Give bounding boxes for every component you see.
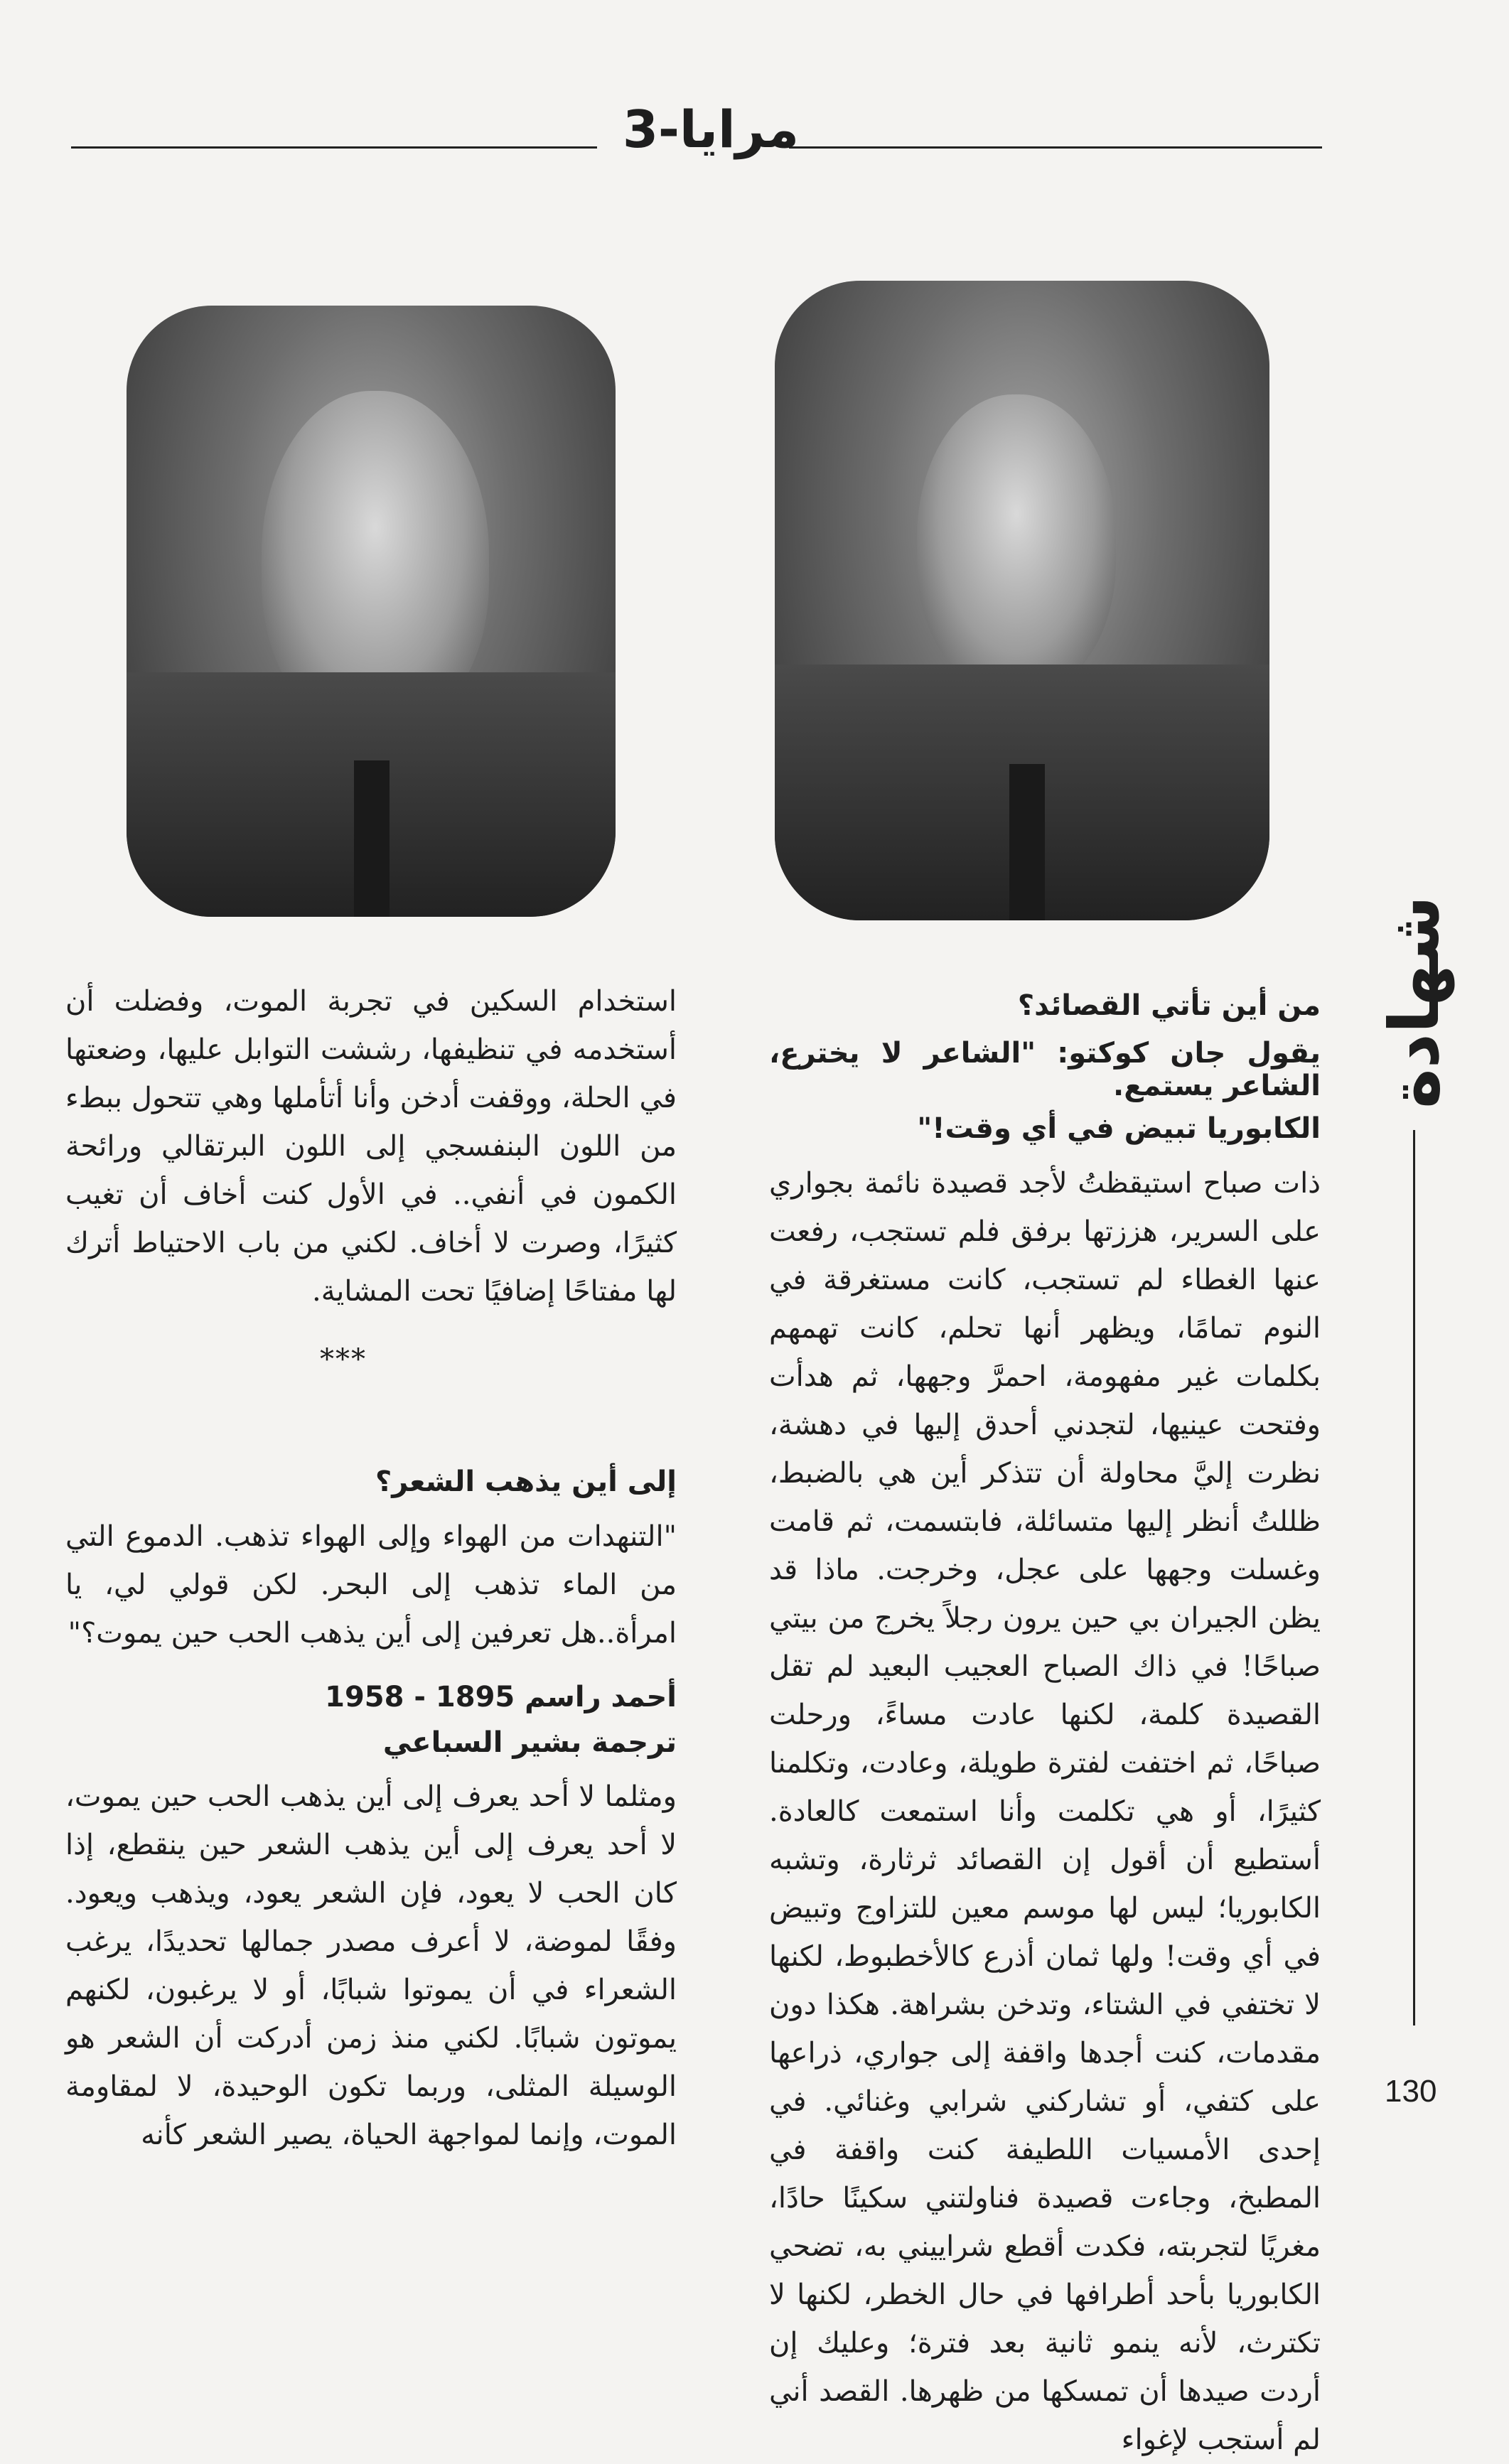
poem-translator: ترجمة بشير السباعي [382,1726,677,1759]
body-paragraph-1: ذات صباح استيقظتُ لأجد قصيدة نائمة بجواري على السرير، هززتها برفق فلم تستجب، رفعت عنها الغطاء لم تستجب، كانت مستغرقة في النوم تمامًا، ويظهر أنها تحلم، كانت تهمهم بكلمات غير مفهومة، احمرَّ وجهها، ثم هدأت وفتحت عينيها، لتجدني أحدق إليها في دهشة، نظرت إليَّ محاولة أن تتذكر أين هي بالضبط، ظللتُ أنظر إليها متسائلة، فابتسمت، ثم قامت وغسلت وجهها على عجل، وخرجت. ماذا قد يظن الجيران بي حين يرون رجلاً يخرج من بيتي صباحًا! في ذاك الصباح العجيب البعيد لم تقل القصيدة كلمة، لكنها عادت مساءً، ورحلت صباحًا، ثم اختفت لفترة طويلة، وعادت، وتكلمنا كثيرًا، أو هي تكلمت وأنا استمعت كالعادة. أستطيع أن أقول إن القصائد ثرثارة، وتشبه الكابوريا؛ ليس لها موسم معين للتزاوج وتبيض في أي وقت! ولها ثمان أذرع كالأخطبوط، لكنها لا تختفي في الشتاء، وتدخن بشراهة. هكذا دون مقدمات، كنت أجدها واقفة إلى جواري، ذراعها على كتفي، أو تشاركني شرابي وغنائي. في إحدى الأمسيات اللطيفة كنت واقفة في المطبخ، وجاءت قصيدة فناولتني سكينًا حادًا، مغريًا لتجربته، فكدت أقطع شراييني به، تضحي الكابوريا بأحد أطرافها في حال الخطر، لكنها لا تكترث، لأنه ينمو ثانية بعد فترة؛ وعليك إن أردت صيدها أن تمسكها من ظهرها. القصد أني لم أستجب لإغواء [769,1167,1321,2456]
left-column-bottom [65,1457,677,2159]
section-separator: *** [320,1343,367,1376]
header-rule-left [71,146,597,149]
header-rule-right [789,146,1322,149]
page-number: 130 [1385,2074,1437,2109]
section-label: شهادة [1375,895,1454,1109]
left-column-top [65,977,677,1316]
portrait-photo-right [775,281,1269,920]
poem-quote: "التنهدات من الهواء وإلى الهواء تذهب. الدموع التي من الماء تذهب إلى البحر. لكن قولي لي، يا امرأة..هل تعرفين إلى أين يذهب الحب حين يموت؟" [65,1520,677,1650]
section-heading-1: من أين تأتي القصائد؟ [1017,989,1321,1022]
page-title: مرايا-3 [622,99,800,159]
body-paragraph-2: استخدام السكين في تجربة الموت، وفضلت أن أستخدمه في تنظيفها، رششت التوابل عليها، وضعتها في الحلة، ووقفت أدخن وأنا أتأملها وهي تتحول ببطء من اللون البنفسجي إلى اللون البرتقالي ورائحة الكمون في أنفي.. في الأول كنت أخاف أن تغيب كثيرًا، وصرت لا أخاف. لكني من باب الاحتياط أترك لها مفتاحًا إضافيًا تحت المشاية. [65,985,677,1308]
poem-author: أحمد راسم 1895 - 1958 [325,1681,677,1713]
body-paragraph-3: ومثلما لا أحد يعرف إلى أين يذهب الحب حين يموت، لا أحد يعرف إلى أين يذهب الشعر حين ينقطع، إذا كان الحب لا يعود، فإن الشعر يعود، ويذهب ويعود. وفقًا لموضة، لا أعرف مصدر جمالها تحديدًا، يرغب الشعراء في أن يموتوا شبابًا، أو لا يرغبون، لكنهم يموتون شبابًا. لكني منذ زمن أدركت أن الشعر هو الوسيلة المثلى، وربما تكون الوحيدة، لا لمقاومة الموت، وإنما لمواجهة الحياة، يصير الشعر كأنه [65,1780,677,2151]
side-rule [1413,1130,1415,2025]
section-heading-2: إلى أين يذهب الشعر؟ [375,1465,677,1498]
quote-line-2: الكابوريا تبيض في أي وقت!" [917,1112,1321,1145]
right-column [769,984,1321,2464]
portrait-photo-left [127,306,616,917]
quote-line-1: يقول جان كوكتو: "الشاعر لا يخترع، الشاعر يستمع. [769,1037,1321,1102]
